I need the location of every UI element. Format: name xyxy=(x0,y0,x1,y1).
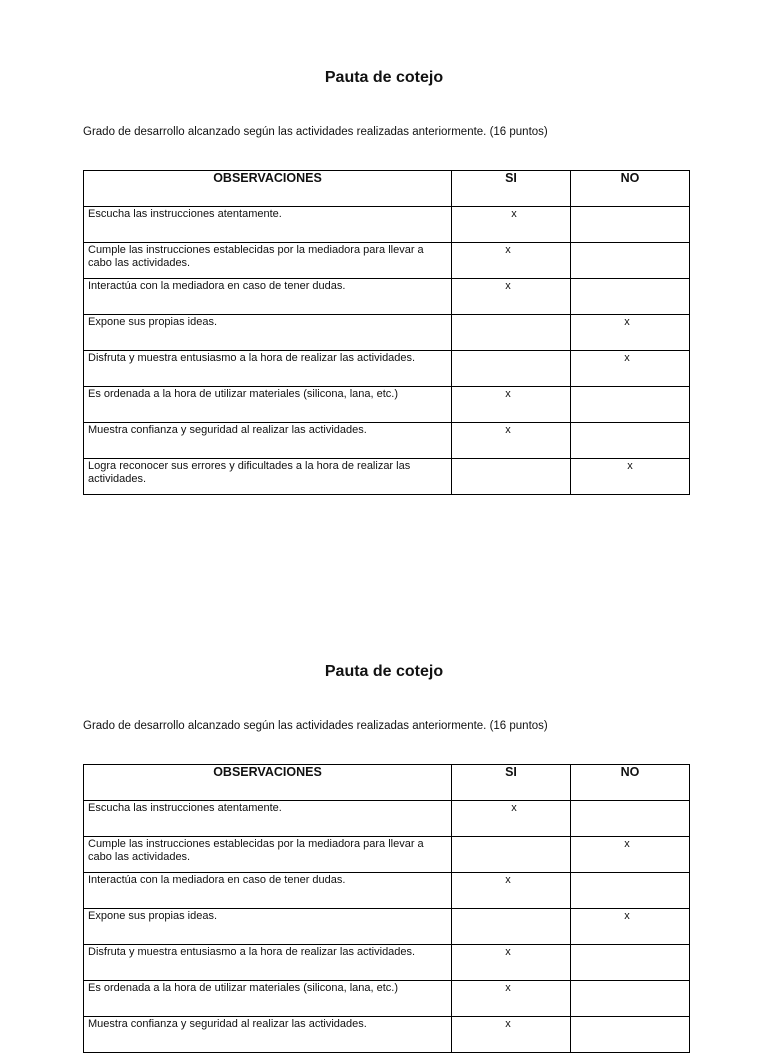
no-cell xyxy=(571,207,690,243)
si-mark: x xyxy=(505,982,511,994)
si-cell xyxy=(452,315,571,351)
si-cell xyxy=(452,387,571,423)
observation-cell: Interactúa con la mediadora en caso de tener dudas. xyxy=(84,279,452,315)
no-cell xyxy=(571,423,690,459)
header-no: NO xyxy=(571,765,690,801)
no-cell xyxy=(571,837,690,873)
table-row xyxy=(84,801,690,837)
observation-cell: Es ordenada a la hora de utilizar materiales (silicona, lana, etc.) xyxy=(84,981,452,1017)
observation-cell: Escucha las instrucciones atentamente. xyxy=(84,207,452,243)
no-mark: x xyxy=(624,316,630,328)
checklist-table xyxy=(83,764,690,1053)
no-mark: x xyxy=(624,352,630,364)
table-row xyxy=(84,1017,690,1053)
table-row xyxy=(84,423,690,459)
table-row xyxy=(84,981,690,1017)
no-cell xyxy=(571,459,690,495)
no-mark: x xyxy=(627,460,633,472)
si-cell xyxy=(452,459,571,495)
observation-cell: Expone sus propias ideas. xyxy=(84,909,452,945)
no-cell xyxy=(571,387,690,423)
si-mark: x xyxy=(505,946,511,958)
header-observaciones: OBSERVACIONES xyxy=(84,171,452,207)
header-no: NO xyxy=(571,171,690,207)
no-cell xyxy=(571,801,690,837)
table-row xyxy=(84,315,690,351)
si-cell xyxy=(452,909,571,945)
observation-cell: Disfruta y muestra entusiasmo a la hora de realizar las actividades. xyxy=(84,945,452,981)
table-row xyxy=(84,873,690,909)
si-cell xyxy=(452,279,571,315)
observation-cell: Cumple las instrucciones establecidas por la mediadora para llevar a cabo las actividades. xyxy=(84,837,452,873)
observation-cell: Muestra confianza y seguridad al realizar las actividades. xyxy=(84,1017,452,1053)
si-cell xyxy=(452,981,571,1017)
observation-cell: Disfruta y muestra entusiasmo a la hora de realizar las actividades. xyxy=(84,351,452,387)
table-row xyxy=(84,459,690,495)
page-title: Pauta de cotejo xyxy=(324,69,444,86)
no-cell xyxy=(571,981,690,1017)
table-row xyxy=(84,837,690,873)
table-row xyxy=(84,387,690,423)
no-cell xyxy=(571,315,690,351)
checklist-table xyxy=(83,170,690,495)
si-cell xyxy=(452,837,571,873)
si-cell xyxy=(452,207,571,243)
no-cell xyxy=(571,279,690,315)
table-row xyxy=(84,909,690,945)
header-si: SI xyxy=(452,171,571,207)
si-mark: x xyxy=(505,424,511,436)
observation-cell: Es ordenada a la hora de utilizar materiales (silicona, lana, etc.) xyxy=(84,387,452,423)
instructions-text: Grado de desarrollo alcanzado según las actividades realizadas anteriormente. (16 puntos) xyxy=(83,126,548,138)
checklist-section-2 xyxy=(0,662,768,1030)
observation-cell: Escucha las instrucciones atentamente. xyxy=(84,801,452,837)
si-cell xyxy=(452,423,571,459)
no-cell xyxy=(571,243,690,279)
no-cell xyxy=(571,945,690,981)
si-cell xyxy=(452,351,571,387)
observation-cell: Logra reconocer sus errores y dificultades a la hora de realizar las actividades. xyxy=(84,459,452,495)
table-row xyxy=(84,243,690,279)
si-mark: x xyxy=(511,802,517,814)
si-cell xyxy=(452,873,571,909)
si-mark: x xyxy=(505,244,511,256)
table-row xyxy=(84,945,690,981)
header-observaciones: OBSERVACIONES xyxy=(84,765,452,801)
observation-cell: Interactúa con la mediadora en caso de tener dudas. xyxy=(84,873,452,909)
header-si: SI xyxy=(452,765,571,801)
checklist-section-1 xyxy=(0,68,768,485)
no-mark: x xyxy=(624,838,630,850)
table-header-row xyxy=(84,171,690,207)
si-mark: x xyxy=(505,388,511,400)
si-mark: x xyxy=(511,208,517,220)
si-cell xyxy=(452,243,571,279)
si-mark: x xyxy=(505,280,511,292)
observation-cell: Cumple las instrucciones establecidas por la mediadora para llevar a cabo las actividades. xyxy=(84,243,452,279)
si-cell xyxy=(452,945,571,981)
no-cell xyxy=(571,873,690,909)
page-title: Pauta de cotejo xyxy=(324,663,444,680)
table-row xyxy=(84,279,690,315)
table-header-row xyxy=(84,765,690,801)
no-cell xyxy=(571,1017,690,1053)
no-cell xyxy=(571,909,690,945)
si-cell xyxy=(452,801,571,837)
si-mark: x xyxy=(505,1018,511,1030)
no-cell xyxy=(571,351,690,387)
table-row xyxy=(84,207,690,243)
observation-cell: Expone sus propias ideas. xyxy=(84,315,452,351)
si-mark: x xyxy=(505,874,511,886)
observation-cell: Muestra confianza y seguridad al realizar las actividades. xyxy=(84,423,452,459)
si-cell xyxy=(452,1017,571,1053)
table-row xyxy=(84,351,690,387)
no-mark: x xyxy=(624,910,630,922)
instructions-text: Grado de desarrollo alcanzado según las actividades realizadas anteriormente. (16 puntos) xyxy=(83,720,548,732)
